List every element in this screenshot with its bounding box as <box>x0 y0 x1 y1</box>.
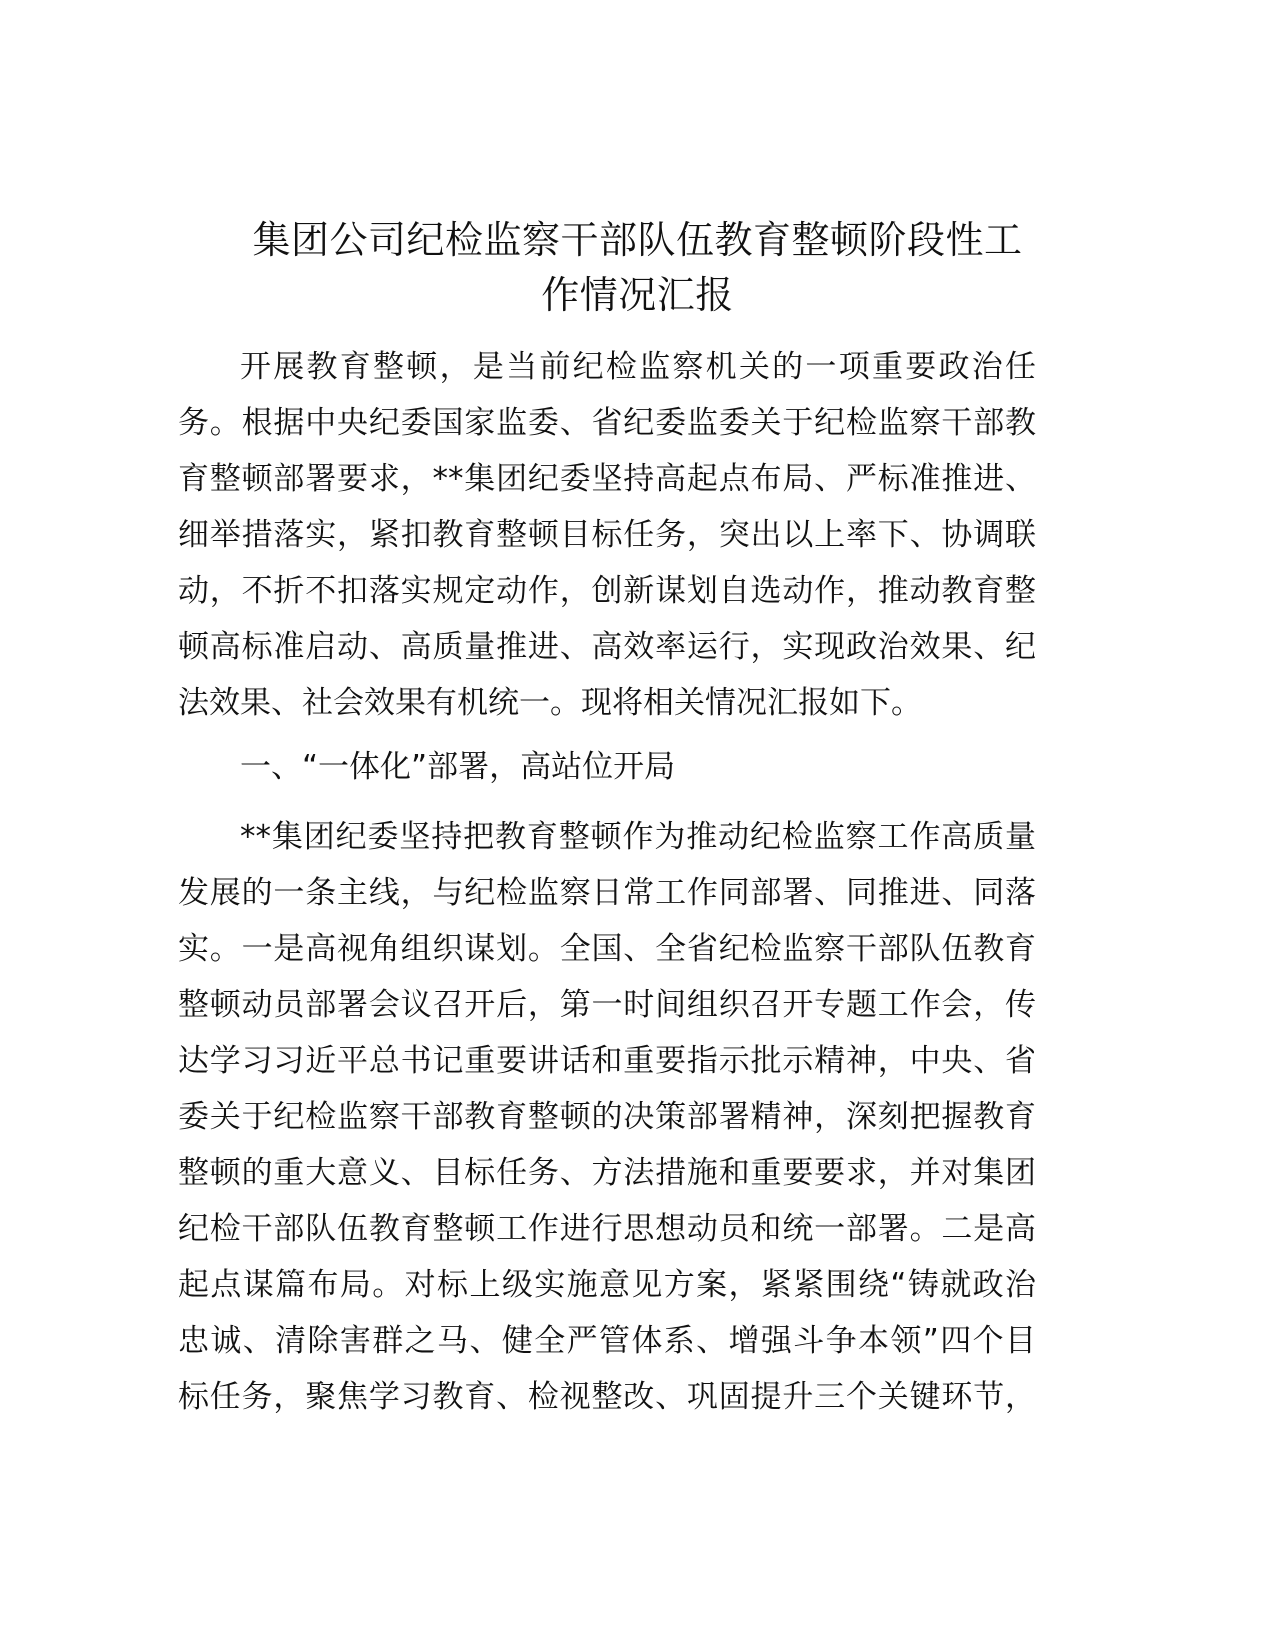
paragraph-2-line-10: 忠诚、清除害群之马、健全严管体系、增强斗争本领”四个目 <box>178 1323 1036 1359</box>
paragraph-2-line-3: 实。一是高视角组织谋划。全国、全省纪检监察干部队伍教育 <box>178 931 1036 967</box>
paragraph-1-line-1: 开展教育整顿，是当前纪检监察机关的一项重要政治任 <box>240 349 1036 385</box>
paragraph-1-line-6: 顿高标准启动、高质量推进、高效率运行，实现政治效果、纪 <box>178 629 1036 665</box>
paragraph-1-line-5: 动，不折不扣落实规定动作，创新谋划自选动作，推动教育整 <box>178 573 1036 609</box>
paragraph-2-line-2: 发展的一条主线，与纪检监察日常工作同部署、同推进、同落 <box>178 875 1036 911</box>
paragraph-2-line-6: 委关于纪检监察干部教育整顿的决策部署精神，深刻把握教育 <box>178 1099 1036 1135</box>
section-heading-1: 一、“一体化”部署，高站位开局 <box>240 749 676 785</box>
paragraph-2-line-9: 起点谋篇布局。对标上级实施意见方案，紧紧围绕“铸就政治 <box>178 1267 1036 1303</box>
paragraph-2-line-1: **集团纪委坚持把教育整顿作为推动纪检监察工作高质量 <box>240 819 1036 855</box>
paragraph-2-line-8: 纪检干部队伍教育整顿工作进行思想动员和统一部署。二是高 <box>178 1211 1036 1247</box>
paragraph-2-line-11: 标任务，聚焦学习教育、检视整改、巩固提升三个关键环节， <box>178 1379 1036 1415</box>
paragraph-1-line-3: 育整顿部署要求，**集团纪委坚持高起点布局、严标准推进、 <box>178 461 1036 497</box>
paragraph-1-line-7: 法效果、社会效果有机统一。现将相关情况汇报如下。 <box>178 685 922 721</box>
paragraph-1-line-2: 务。根据中央纪委国家监委、省纪委监委关于纪检监察干部教 <box>178 405 1036 441</box>
paragraph-1-line-4: 细举措落实，紧扣教育整顿目标任务，突出以上率下、协调联 <box>178 517 1036 553</box>
document-title-line-1: 集团公司纪检监察干部队伍教育整顿阶段性工 <box>252 218 1023 262</box>
paragraph-2-line-7: 整顿的重大意义、目标任务、方法措施和重要要求，并对集团 <box>178 1155 1036 1191</box>
paragraph-2-line-4: 整顿动员部署会议召开后，第一时间组织召开专题工作会，传 <box>178 987 1036 1023</box>
document-title-line-2: 作情况汇报 <box>541 273 734 317</box>
paragraph-2-line-5: 达学习习近平总书记重要讲话和重要指示批示精神，中央、省 <box>178 1043 1036 1079</box>
